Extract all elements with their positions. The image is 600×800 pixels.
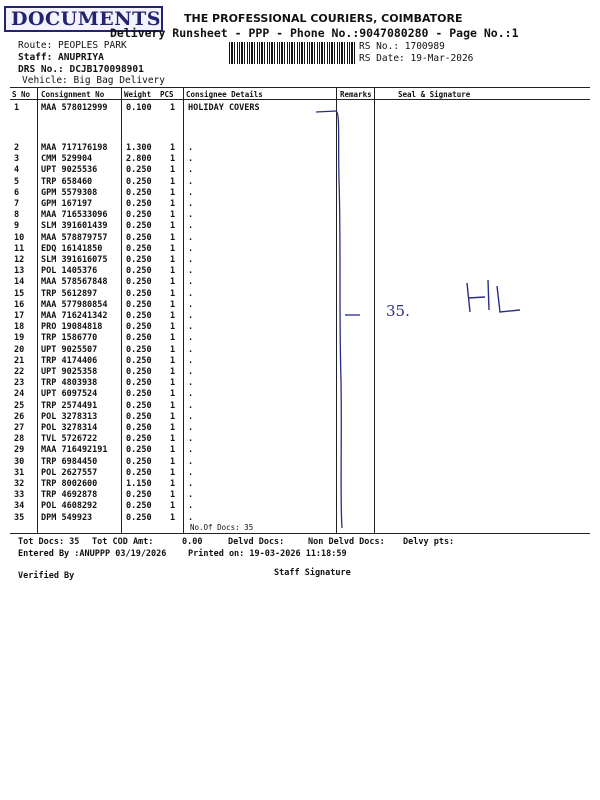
cell-pcs: 1 (170, 277, 176, 288)
cell-weight: 0.250 (126, 288, 152, 299)
cell-pcs: 1 (170, 255, 176, 265)
cell-consignee: . (188, 232, 194, 243)
cell-sno: 4 (14, 165, 20, 176)
cell-weight: 0.250 (126, 277, 152, 288)
cell-consignee: . (188, 501, 194, 512)
cell-consignment: CMM 529904 (41, 154, 93, 165)
cell-sno: 2 (14, 143, 20, 153)
cell-sno: 11 (14, 243, 25, 254)
cell-consignment: TVL 5726722 (41, 434, 98, 445)
cell-sno: 25 (14, 400, 25, 411)
cell-pcs: 1 (170, 176, 176, 187)
cell-weight: 0.250 (126, 389, 152, 400)
cell-weight: 0.250 (126, 232, 152, 243)
cell-pcs: 1 (170, 423, 176, 433)
header-seal-signature: Seal & Signature (398, 90, 471, 99)
cell-pcs: 1 (170, 400, 176, 411)
cell-consignee: . (188, 255, 194, 265)
cell-weight: 0.250 (126, 333, 152, 344)
cell-pcs: 1 (170, 445, 176, 456)
cell-weight: 0.250 (126, 467, 152, 478)
cell-weight: 0.250 (126, 367, 152, 377)
staff-label: Staff: ANUPRIYA (18, 52, 104, 63)
cell-pcs: 1 (170, 288, 176, 299)
cell-sno: 22 (14, 367, 25, 377)
cell-pcs: 1 (170, 355, 176, 366)
company-name: THE PROFESSIONAL COURIERS, COIMBATORE (184, 12, 463, 25)
delvy-pts: Delvy pts: (403, 537, 455, 547)
cell-consignee: . (188, 434, 194, 445)
cell-consignee: . (188, 456, 194, 467)
cell-pcs: 1 (170, 333, 176, 344)
cell-weight: 0.250 (126, 344, 152, 355)
cell-sno: 12 (14, 255, 25, 265)
header-pcs: PCS (160, 90, 174, 99)
cell-pcs: 1 (170, 266, 176, 277)
cell-consignee: . (188, 311, 194, 321)
cell-weight: 0.250 (126, 411, 152, 422)
cell-consignment: MAA 578879757 (41, 232, 108, 243)
cell-consignment: GPM 5579308 (41, 187, 98, 198)
cell-consignee: . (188, 176, 194, 187)
cell-sno: 3 (14, 154, 20, 165)
cell-sno: 5 (14, 176, 20, 187)
cell-sno: 19 (14, 333, 25, 344)
cell-consignee: . (188, 143, 194, 153)
cell-consignee: . (188, 288, 194, 299)
cell-weight: 0.250 (126, 266, 152, 277)
cell-sno: 6 (14, 187, 20, 198)
cell-sno: 14 (14, 277, 25, 288)
cell-sno: 21 (14, 355, 25, 366)
cell-pcs: 1 (170, 165, 176, 176)
tot-docs: Tot Docs: 35 (18, 537, 80, 547)
cell-consignment: SLM 391616075 (41, 255, 108, 265)
header-consignment: Consignment No (41, 90, 105, 99)
verified-by: Verified By (18, 571, 75, 581)
cell-consignment: UPT 9025536 (41, 165, 98, 176)
cell-pcs: 1 (170, 479, 176, 489)
cell-sno: 9 (14, 221, 20, 232)
cell-weight: 1.150 (126, 479, 152, 489)
cell-consignee: . (188, 367, 194, 377)
rs-number: RS No.: 1700989 (359, 41, 445, 52)
cell-weight: 0.250 (126, 176, 152, 187)
cell-pcs: 1 (170, 311, 176, 321)
cell-consignee: . (188, 389, 194, 400)
cell-pcs: 1 (170, 512, 176, 523)
cell-consignment: MAA 578012999 (41, 103, 108, 113)
cell-weight: 0.250 (126, 355, 152, 366)
cell-sno: 31 (14, 467, 25, 478)
no-of-docs: No.Of Docs: 35 (190, 523, 254, 532)
cell-consignment: UPT 6097524 (41, 389, 98, 400)
cell-consignee: . (188, 512, 194, 523)
cell-weight: 1.300 (126, 143, 152, 153)
header-remarks: Remarks (340, 90, 372, 99)
cell-weight: 0.250 (126, 243, 152, 254)
cell-consignment: TRP 8002600 (41, 479, 98, 489)
cell-consignee: . (188, 355, 194, 366)
cell-consignee: . (188, 479, 194, 489)
cell-consignment: UPT 9025507 (41, 344, 98, 355)
staff-signature: Staff Signature (274, 568, 351, 578)
cell-sno: 34 (14, 501, 25, 512)
cell-sno: 32 (14, 479, 25, 489)
cell-sno: 29 (14, 445, 25, 456)
cell-pcs: 1 (170, 378, 176, 389)
cell-sno: 17 (14, 311, 25, 321)
drs-label: DRS No.: DCJB170098901 (18, 64, 144, 75)
cell-sno: 26 (14, 411, 25, 422)
cell-sno: 7 (14, 199, 20, 209)
printed-on: Printed on: 19-03-2026 11:18:59 (188, 549, 347, 559)
cell-consignment: POL 4608292 (41, 501, 98, 512)
cell-consignment: GPM 167197 (41, 199, 93, 209)
cell-consignee: . (188, 400, 194, 411)
cell-weight: 0.250 (126, 322, 152, 333)
cell-consignment: SLM 391601439 (41, 221, 108, 232)
cell-pcs: 1 (170, 344, 176, 355)
cell-sno: 30 (14, 456, 25, 467)
cell-consignment: TRP 1586770 (41, 333, 98, 344)
cell-weight: 0.250 (126, 490, 152, 501)
cell-consignment: UPT 9025358 (41, 367, 98, 377)
cell-consignment: DPM 549923 (41, 512, 93, 523)
cell-sno: 28 (14, 434, 25, 445)
cell-pcs: 1 (170, 467, 176, 478)
cell-weight: 0.250 (126, 512, 152, 523)
stamp-text: DOCUMENTS (11, 8, 161, 30)
cell-consignee: . (188, 423, 194, 433)
cell-weight: 0.250 (126, 299, 152, 310)
cell-weight: 0.250 (126, 445, 152, 456)
cell-sno: 24 (14, 389, 25, 400)
cell-consignee: . (188, 490, 194, 501)
cell-pcs: 1 (170, 232, 176, 243)
cell-consignment: MAA 716492191 (41, 445, 108, 456)
cell-consignment: MAA 577980854 (41, 299, 108, 310)
cell-consignment: MAA 716533096 (41, 210, 108, 221)
cell-sno: 1 (14, 103, 20, 113)
cell-weight: 0.250 (126, 423, 152, 433)
cell-consignment: TRP 4174406 (41, 355, 98, 366)
cell-sno: 20 (14, 344, 25, 355)
vehicle-label: Vehicle: Big Bag Delivery (22, 75, 165, 86)
cell-consignee: . (188, 199, 194, 209)
cell-consignment: TRP 658460 (41, 176, 93, 187)
cell-sno: 10 (14, 232, 25, 243)
cell-consignment: MAA 716241342 (41, 311, 108, 321)
cell-consignee: . (188, 378, 194, 389)
cell-pcs: 1 (170, 210, 176, 221)
cell-consignee: . (188, 299, 194, 310)
cell-weight: 0.250 (126, 378, 152, 389)
cell-consignment: POL 1405376 (41, 266, 98, 277)
cell-pcs: 1 (170, 389, 176, 400)
cell-consignee: . (188, 154, 194, 165)
tot-cod-label: Tot COD Amt: (92, 537, 154, 547)
cell-pcs: 1 (170, 199, 176, 209)
cell-pcs: 1 (170, 143, 176, 153)
rs-date: RS Date: 19-Mar-2026 (359, 53, 474, 64)
non-delvd-docs: Non Delvd Docs: (308, 537, 385, 547)
cell-weight: 0.250 (126, 434, 152, 445)
header-weight: Weight (124, 90, 152, 99)
cell-sno: 16 (14, 299, 25, 310)
cell-pcs: 1 (170, 103, 176, 113)
cell-weight: 0.250 (126, 221, 152, 232)
handwritten-count: 35. (386, 302, 410, 320)
cell-weight: 0.250 (126, 255, 152, 265)
header-sno: S No (12, 90, 31, 99)
route-label: Route: PEOPLES PARK (18, 40, 127, 51)
cell-consignee: . (188, 243, 194, 254)
cell-pcs: 1 (170, 456, 176, 467)
cell-weight: 0.250 (126, 400, 152, 411)
cell-consignment: POL 2627557 (41, 467, 98, 478)
cell-sno: 23 (14, 378, 25, 389)
cell-weight: 0.250 (126, 501, 152, 512)
cell-pcs: 1 (170, 154, 176, 165)
cell-consignment: POL 3278314 (41, 423, 98, 433)
cell-consignee: . (188, 277, 194, 288)
cell-consignee: HOLIDAY COVERS (188, 103, 260, 113)
cell-sno: 33 (14, 490, 25, 501)
cell-weight: 0.250 (126, 311, 152, 321)
cell-pcs: 1 (170, 411, 176, 422)
cell-consignee: . (188, 187, 194, 198)
cell-pcs: 1 (170, 299, 176, 310)
cell-consignment: MAA 578567848 (41, 277, 108, 288)
cell-consignment: TRP 2574491 (41, 400, 98, 411)
cell-sno: 18 (14, 322, 25, 333)
tot-cod-value: 0.00 (182, 537, 203, 547)
cell-sno: 8 (14, 210, 20, 221)
cell-sno: 13 (14, 266, 25, 277)
cell-pcs: 1 (170, 187, 176, 198)
cell-weight: 0.250 (126, 456, 152, 467)
cell-consignment: POL 3278313 (41, 411, 98, 422)
cell-pcs: 1 (170, 501, 176, 512)
cell-consignee: . (188, 322, 194, 333)
cell-pcs: 1 (170, 221, 176, 232)
cell-consignment: MAA 717176198 (41, 143, 108, 153)
cell-consignee: . (188, 221, 194, 232)
cell-sno: 27 (14, 423, 25, 433)
cell-consignment: TRP 4803938 (41, 378, 98, 389)
cell-weight: 0.250 (126, 199, 152, 209)
cell-pcs: 1 (170, 490, 176, 501)
cell-consignee: . (188, 411, 194, 422)
cell-pcs: 1 (170, 322, 176, 333)
delvd-docs: Delvd Docs: (228, 537, 285, 547)
cell-consignment: TRP 6984450 (41, 456, 98, 467)
cell-consignment: PRO 19084818 (41, 322, 103, 333)
cell-consignee: . (188, 344, 194, 355)
cell-consignment: TRP 4692878 (41, 490, 98, 501)
cell-pcs: 1 (170, 434, 176, 445)
cell-pcs: 1 (170, 367, 176, 377)
cell-sno: 15 (14, 288, 25, 299)
cell-weight: 0.100 (126, 103, 152, 113)
cell-consignee: . (188, 445, 194, 456)
cell-weight: 0.250 (126, 187, 152, 198)
cell-consignee: . (188, 210, 194, 221)
cell-weight: 2.800 (126, 154, 152, 165)
cell-weight: 0.250 (126, 210, 152, 221)
cell-consignment: TRP 5612897 (41, 288, 98, 299)
cell-consignee: . (188, 333, 194, 344)
cell-weight: 0.250 (126, 165, 152, 176)
runsheet-subtitle: Delivery Runsheet - PPP - Phone No.:9047080280 - Page No.:1 (110, 26, 519, 40)
entered-by: Entered By :ANUPPP 03/19/2026 (18, 549, 167, 559)
cell-pcs: 1 (170, 243, 176, 254)
cell-consignee: . (188, 165, 194, 176)
cell-consignee: . (188, 266, 194, 277)
header-consignee: Consignee Details (186, 90, 263, 99)
cell-consignment: EDQ 16141850 (41, 243, 103, 254)
cell-consignee: . (188, 467, 194, 478)
cell-sno: 35 (14, 512, 25, 523)
